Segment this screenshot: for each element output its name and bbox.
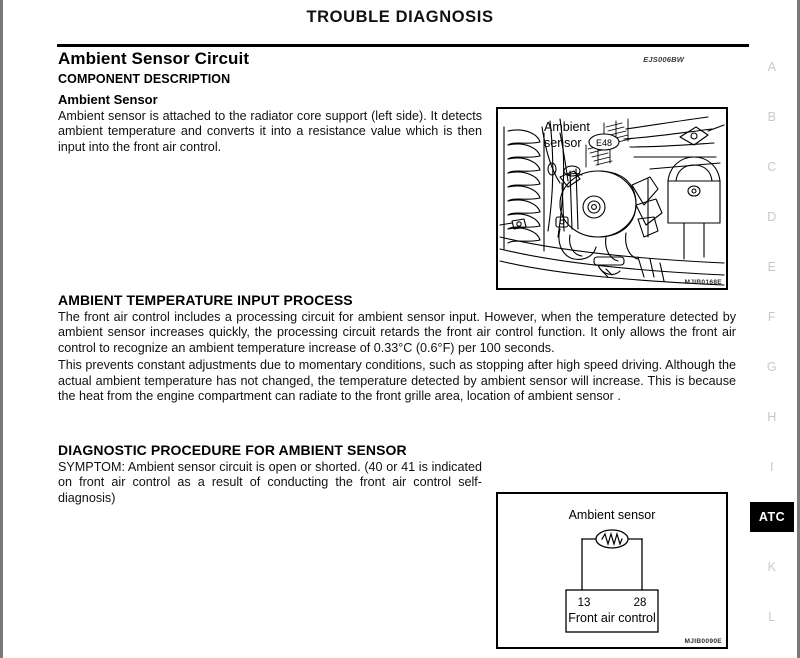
section-tab-c[interactable] bbox=[750, 152, 794, 182]
photo-label-line1: Ambient bbox=[544, 120, 590, 134]
ambient-sensor-location-figure bbox=[496, 107, 728, 290]
section-tab-label: E bbox=[767, 260, 777, 274]
section-title: Ambient Sensor Circuit bbox=[58, 49, 250, 68]
photo-label-line2: sensor bbox=[544, 136, 582, 150]
page-header bbox=[3, 0, 797, 34]
connector-badge-text: E48 bbox=[595, 138, 613, 148]
circuit-figure-caption: MJIB0090E bbox=[684, 638, 722, 645]
section-divider-rule bbox=[57, 44, 749, 47]
page-content bbox=[58, 44, 736, 650]
section-tab-h[interactable] bbox=[750, 402, 794, 432]
section-tab-a[interactable] bbox=[750, 52, 794, 82]
section-reference-code: EJS006BW bbox=[643, 55, 684, 64]
section-tab-label: B bbox=[767, 110, 777, 124]
section-tab-label: F bbox=[767, 310, 777, 324]
section-tab-e[interactable] bbox=[750, 252, 794, 282]
circuit-sensor-label: Ambient sensor bbox=[568, 508, 656, 522]
component-description-section bbox=[58, 44, 736, 286]
section-heading-row bbox=[58, 49, 736, 71]
section-tab-i[interactable] bbox=[750, 452, 794, 482]
section-tab-l[interactable] bbox=[750, 602, 794, 632]
input-process-heading: AMBIENT TEMPERATURE INPUT PROCESS bbox=[58, 292, 353, 308]
section-tab-strip bbox=[750, 52, 794, 652]
diagnostic-symptom-text: SYMPTOM: Ambient sensor circuit is open or shorted. (40 or 41 is indicated on front air control as a result of conducting the front air control self-diagnosis) bbox=[58, 460, 482, 505]
diagnostic-procedure-heading: DIAGNOSTIC PROCEDURE FOR AMBIENT SENSOR bbox=[58, 442, 407, 458]
ambient-sensor-circuit-figure bbox=[496, 492, 728, 649]
section-tab-atc[interactable] bbox=[750, 502, 794, 532]
photo-label-group bbox=[544, 120, 619, 150]
section-tab-d[interactable] bbox=[750, 202, 794, 232]
section-tab-label: ATC bbox=[758, 510, 786, 524]
input-process-paragraph-1: The front air control includes a processing circuit for ambient sensor input. However, when the temperature detected by ambient sensor increases quickly, the processing circuit retards the front air control function. It only allows the front air control to recognize an ambient temperature increase of 0.33°C (0.6°F) per 100 seconds. bbox=[58, 310, 736, 355]
section-tab-label: G bbox=[766, 360, 778, 374]
section-tab-label: C bbox=[767, 160, 777, 174]
circuit-pin-right: 28 bbox=[633, 597, 647, 609]
circuit-unit-label: Front air control bbox=[568, 611, 656, 625]
input-process-section bbox=[58, 292, 736, 404]
section-tab-label: A bbox=[767, 60, 777, 74]
circuit-pin-left: 13 bbox=[577, 597, 591, 609]
section-tab-label: I bbox=[770, 460, 774, 474]
input-process-paragraph-2: This prevents constant adjustments due to momentary conditions, such as stopping after high speed driving. Although the actual ambient temperature has not changed, the temperature detected by ambient sensor will increase. This is because the heat from the engine compartment can radiate to the front grille area, location of ambient sensor . bbox=[58, 358, 736, 404]
section-tab-b[interactable] bbox=[750, 102, 794, 132]
page-title: TROUBLE DIAGNOSIS bbox=[306, 7, 494, 26]
section-tab-f[interactable] bbox=[750, 302, 794, 332]
section-tab-label: D bbox=[767, 210, 777, 224]
section-tab-k[interactable] bbox=[750, 552, 794, 582]
section-tab-label: L bbox=[768, 610, 776, 624]
ambient-sensor-description: Ambient sensor is attached to the radiator core support (left side). It detects ambient temperature and converts it into a resistance value which is then input into the front air control. bbox=[58, 109, 482, 154]
section-tab-g[interactable] bbox=[750, 352, 794, 382]
photo-figure-caption: MJIB0168E bbox=[684, 279, 722, 286]
component-description-heading: COMPONENT DESCRIPTION bbox=[58, 72, 231, 86]
section-tab-label: H bbox=[767, 410, 777, 424]
engine-bay-illustration bbox=[498, 109, 726, 288]
section-tab-label: K bbox=[767, 560, 777, 574]
circuit-schematic bbox=[498, 494, 726, 647]
ambient-sensor-heading: Ambient Sensor bbox=[58, 92, 158, 107]
